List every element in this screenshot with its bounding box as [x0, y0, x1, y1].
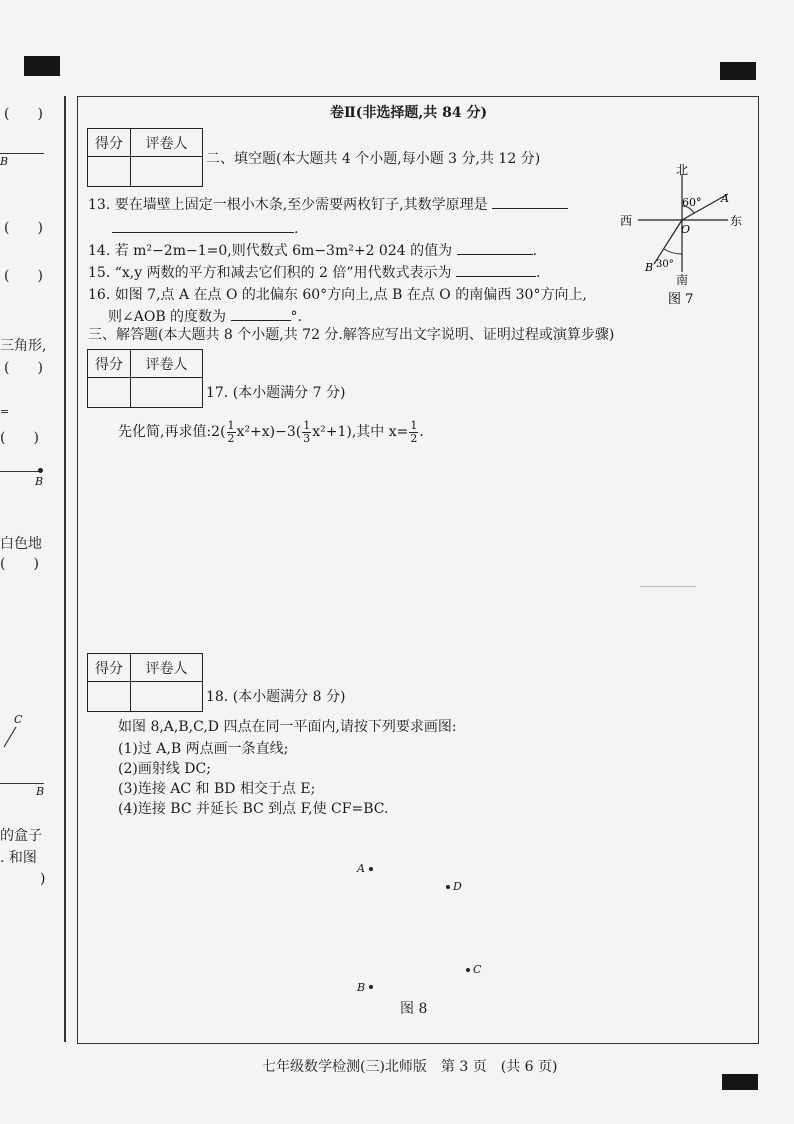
question-14-text: 14. 若 m²−2m−1=0,则代数式 6m−3m²+2 024 的值为 — [88, 243, 453, 259]
fraction-numerator: 1 — [227, 418, 235, 432]
fraction — [302, 420, 311, 445]
ray-ob — [654, 220, 682, 264]
scan-artifact — [640, 586, 696, 587]
answer-blank-14[interactable] — [457, 254, 533, 255]
left-paren: ( ) — [4, 360, 43, 376]
point-o-label: O — [681, 223, 691, 236]
angle-b-label: 30° — [656, 259, 674, 270]
point-a-label: A — [357, 862, 365, 875]
left-paren: ( ) — [0, 556, 39, 572]
question-17-title: 17. (本小题满分 7 分) — [206, 385, 346, 401]
question-16: 16. 如图 7,点 A 在点 O 的北偏东 60°方向上,点 B 在点 O 的南偏西 30°方向上, — [88, 287, 587, 303]
answer-blank-13a[interactable] — [492, 208, 568, 209]
left-diagram-line — [0, 725, 20, 749]
grader-cell[interactable] — [131, 378, 203, 408]
left-text-fragment: 的盒子 — [0, 828, 42, 844]
fraction-numerator: 1 — [410, 418, 418, 432]
column-divider — [64, 96, 66, 1042]
question-15 — [88, 264, 540, 282]
registration-mark-top-left — [24, 56, 60, 76]
east-label: 东 — [730, 214, 743, 228]
point-d — [446, 885, 450, 889]
point-b-label: B — [645, 261, 654, 274]
fraction-denominator: 2 — [410, 431, 418, 445]
question-16-text: 则∠AOB 的度数为 — [108, 309, 227, 325]
point-b-label: B — [357, 981, 366, 994]
left-text-fragment: . 和图 — [0, 850, 37, 866]
question-18-intro: 如图 8,A,B,C,D 四点在同一平面内,请按下列要求画图: — [118, 719, 457, 735]
score-cell[interactable] — [88, 682, 131, 712]
answer-blank-15[interactable] — [456, 276, 536, 277]
part3-heading: 三、解答题(本大题共 8 个小题,共 72 分.解答应写出文字说明、证明过程或演算步骤) — [88, 327, 615, 343]
q17-part: 先化简,再求值:2( — [118, 424, 226, 440]
left-text-fragment: 三角形, — [0, 338, 47, 354]
registration-mark-top-right — [720, 62, 756, 80]
part2-heading: 二、填空题(本大题共 4 个小题,每小题 3 分,共 12 分) — [206, 151, 541, 167]
score-label: 得分 — [88, 654, 131, 682]
point-a — [369, 867, 373, 871]
figure-7-compass — [618, 160, 748, 310]
score-cell[interactable] — [88, 157, 131, 187]
north-label: 北 — [676, 163, 689, 177]
left-paren: ) — [40, 871, 46, 887]
point-c — [466, 968, 470, 972]
grader-cell[interactable] — [131, 682, 203, 712]
registration-mark-bottom-right — [722, 1074, 758, 1090]
left-label: B — [0, 155, 9, 168]
question-14 — [88, 242, 537, 260]
score-table — [87, 349, 203, 408]
answer-blank-13b[interactable] — [112, 232, 294, 233]
left-text-fragment: = — [0, 405, 10, 418]
question-16-end: °. — [290, 309, 302, 325]
angle-a-label: 60° — [682, 196, 702, 209]
left-paren: ( ) — [4, 106, 43, 122]
question-15-end: . — [536, 265, 541, 281]
figure-8-caption: 图 8 — [400, 1001, 428, 1017]
score-table — [87, 653, 203, 712]
fraction — [409, 420, 418, 445]
question-13-end: . — [294, 221, 299, 237]
left-label: B — [36, 785, 45, 798]
left-paren: ( ) — [4, 268, 43, 284]
question-18-step: (4)连接 BC 并延长 BC 到点 F,使 CF=BC. — [118, 801, 389, 817]
left-column-fragment — [0, 95, 64, 1015]
left-line — [0, 471, 40, 472]
point-a-label: A — [721, 192, 729, 205]
left-label: C — [14, 713, 23, 726]
question-18-step: (3)连接 AC 和 BD 相交于点 E; — [118, 781, 316, 797]
question-18-step: (1)过 A,B 两点画一条直线; — [118, 741, 289, 757]
left-line — [0, 783, 44, 784]
figure-7-caption: 图 7 — [668, 292, 694, 307]
angle-arc-b — [664, 249, 682, 254]
question-18-step: (2)画射线 DC; — [118, 761, 211, 777]
left-label: B — [35, 475, 44, 488]
west-label: 西 — [620, 214, 633, 228]
left-paren: ( ) — [4, 220, 43, 236]
score-table — [87, 128, 203, 187]
question-18-title: 18. (本小题满分 8 分) — [206, 689, 346, 705]
south-label: 南 — [676, 273, 689, 287]
score-label: 得分 — [88, 129, 131, 157]
score-cell[interactable] — [88, 378, 131, 408]
q17-part: x²+1),其中 x= — [312, 424, 409, 440]
page-footer: 七年级数学检测(三)北师版 第 3 页 (共 6 页) — [262, 1059, 558, 1075]
score-label: 得分 — [88, 350, 131, 378]
fraction-denominator: 3 — [303, 431, 311, 445]
grader-label: 评卷人 — [131, 129, 203, 157]
question-17-text — [118, 418, 424, 446]
question-13-text: 13. 要在墙壁上固定一根小木条,至少需要两枚钉子,其数学原理是 — [88, 197, 488, 213]
answer-space-17[interactable] — [86, 452, 746, 648]
question-13-line2 — [112, 220, 298, 238]
question-14-end: . — [532, 243, 538, 259]
grader-label: 评卷人 — [131, 350, 203, 378]
q17-part: x²+x)−3( — [236, 424, 302, 440]
answer-blank-16[interactable] — [231, 320, 291, 321]
point-c-label: C — [473, 963, 482, 976]
fraction-numerator: 1 — [303, 418, 311, 432]
left-line — [0, 153, 44, 154]
q17-part: . — [419, 424, 424, 440]
question-15-text: 15. “x,y 两数的平方和减去它们积的 2 倍”用代数式表示为 — [88, 265, 452, 281]
grader-cell[interactable] — [131, 157, 203, 187]
grader-label: 评卷人 — [131, 654, 203, 682]
section-title: 卷Ⅱ(非选择题,共 84 分) — [330, 105, 488, 121]
left-text-fragment: 白色地 — [0, 536, 42, 552]
fraction-denominator: 2 — [227, 431, 235, 445]
question-13 — [88, 196, 568, 214]
left-paren: ( ) — [0, 430, 39, 446]
point-b — [369, 985, 373, 989]
fraction — [227, 420, 236, 445]
left-point — [38, 468, 43, 473]
point-d-label: D — [453, 880, 462, 893]
question-16-line2 — [108, 308, 302, 326]
